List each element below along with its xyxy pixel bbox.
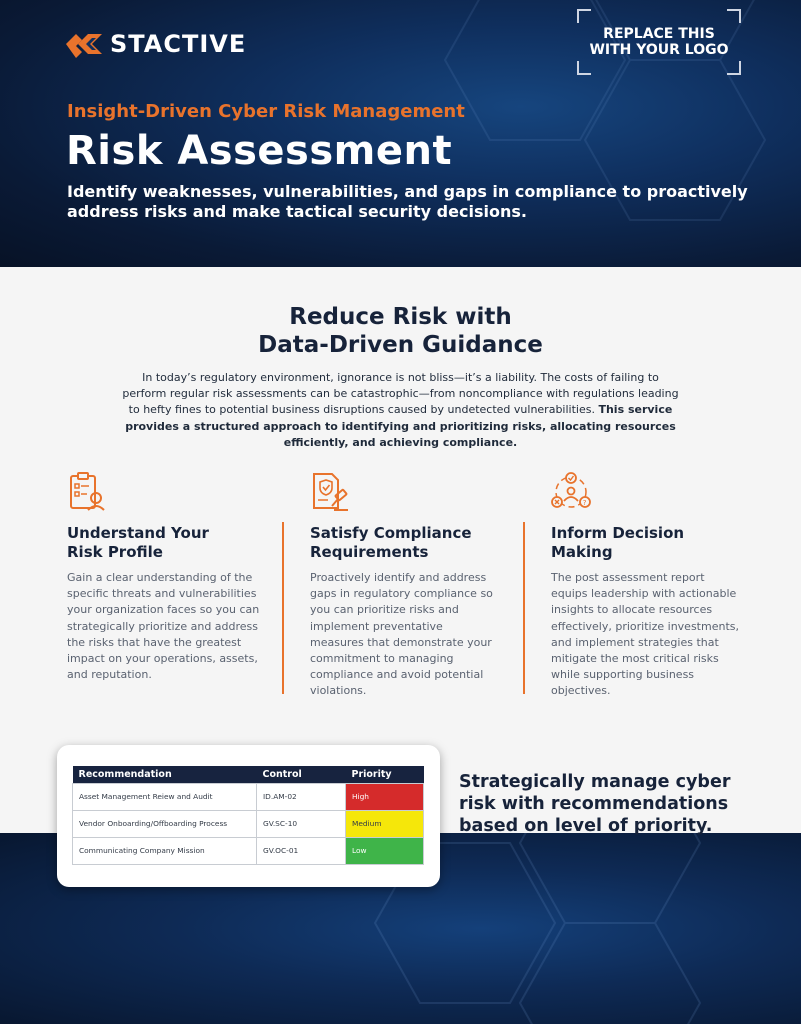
recommendation-table (72, 766, 424, 865)
control-cell: ID.AM-02 (257, 783, 346, 810)
clipboard-profile-icon (67, 472, 107, 512)
svg-text:?: ? (582, 499, 587, 507)
intro-text: In today’s regulatory environment, ignorance is not bliss—it’s a liability. The costs of failing to perform regular risk assessments can be catastrophic—from noncompliance with regulations leading to hefty fines to potential business disruptions caused by undetected vulnerabilities. (122, 371, 679, 417)
priority-cell: Medium (346, 810, 424, 837)
header-control: Control (257, 766, 346, 783)
recommendation-cell: Communicating Company Mission (73, 837, 257, 864)
feature-heading-2: Satisfy Compliance Requirements (310, 524, 472, 561)
priority-cell: Low (346, 837, 424, 864)
decision-cycle-icon (551, 472, 591, 512)
column-divider-1 (282, 522, 284, 694)
strategic-callout: Strategically manage cyber risk with recommendations based on level of priority. (459, 772, 731, 836)
table-row (73, 837, 424, 864)
page-title: Risk Assessment (66, 128, 453, 174)
logo-placeholder-line1: REPLACE THIS (603, 26, 715, 42)
section-heading-line2: Data-Driven Guidance (258, 332, 543, 358)
section-heading-line1: Reduce Risk with (289, 304, 512, 330)
stactive-logo (66, 30, 246, 58)
feature-body-2: Proactively identify and address gaps in regulatory compliance so you can prioritize risks and implement preventative measures that demonstrate your commitment to managing compliance and avoid potential violations. (310, 571, 493, 698)
logo-placeholder (577, 9, 741, 75)
header-priority: Priority (346, 766, 424, 783)
intro-bold-text: This service provides a structured approach to identifying and prioritizing risks, allocating resources efficiently, and achieving compliance. (125, 403, 676, 449)
feature-body-3: The post assessment report equips leadership with actionable insights to allocate resources effectively, prioritize investments, and implement strategies that mitigate the most critical risks while supporting business objectives. (551, 571, 739, 698)
recommendation-card (57, 745, 440, 887)
feature-body-1: Gain a clear understanding of the specific threats and vulnerabilities your organization faces so you can strategically prioritize and address the risks that have the greatest impact on your operations, assets, and reputation. (67, 571, 260, 682)
compliance-document-icon (310, 472, 350, 512)
logo-placeholder-line2: WITH YOUR LOGO (589, 42, 729, 58)
feature-heading-3: Inform Decision Making (551, 524, 685, 561)
control-cell: GV.SC-10 (257, 810, 346, 837)
hero-banner (0, 0, 801, 267)
brand-name: STACTIVE (110, 30, 247, 58)
control-cell: GV.OC-01 (257, 837, 346, 864)
feature-column-3 (551, 472, 743, 700)
section-heading (0, 303, 801, 359)
table-row (73, 810, 424, 837)
table-row (73, 783, 424, 810)
page-subtitle: Identify weaknesses, vulnerabilities, and gaps in compliance to proactively address risks and make tactical security decisions. (67, 182, 748, 221)
kicker: Insight-Driven Cyber Risk Management (67, 101, 465, 122)
intro-paragraph (120, 370, 681, 451)
feature-heading-1: Understand Your Risk Profile (67, 524, 209, 561)
recommendation-cell: Asset Management Reiew and Audit (73, 783, 257, 810)
feature-column-2 (310, 472, 500, 700)
header-recommendation: Recommendation (73, 766, 257, 783)
recommendation-cell: Vendor Onboarding/Offboarding Process (73, 810, 257, 837)
stactive-logo-mark-icon (66, 30, 102, 58)
feature-column-1 (67, 472, 263, 683)
column-divider-2 (523, 522, 525, 694)
priority-cell: High (346, 783, 424, 810)
